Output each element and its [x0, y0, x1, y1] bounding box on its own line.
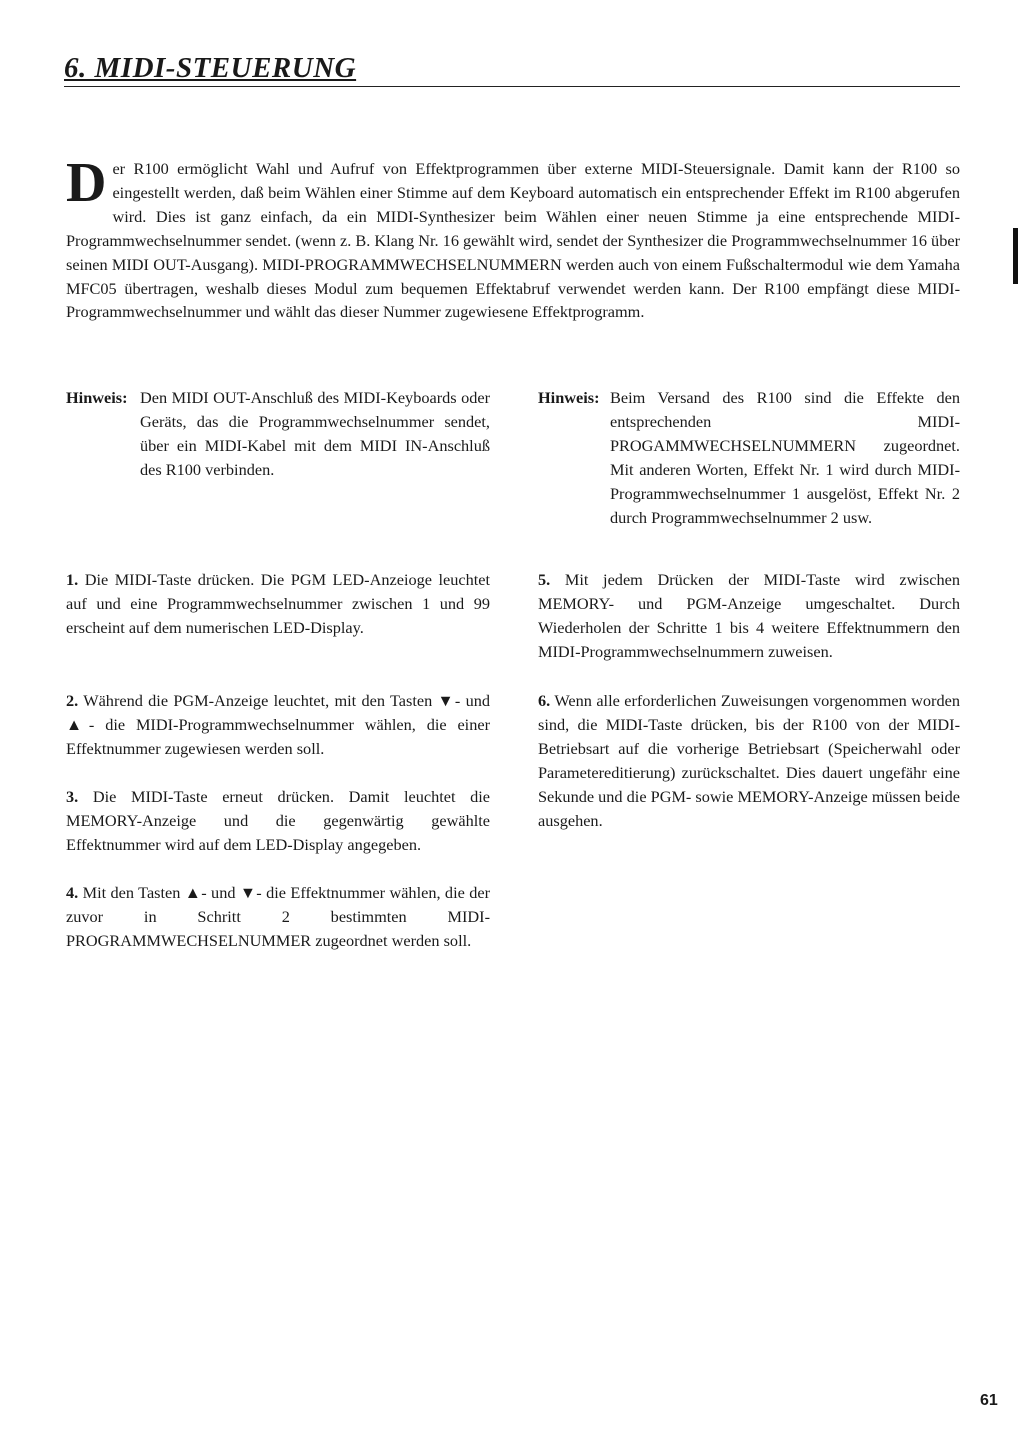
margin-marker — [1013, 228, 1018, 284]
step-5 — [538, 568, 960, 664]
note-text: Beim Versand des R100 sind die Effekte den entsprechenden MIDI-PROGAMMWECHSELNUMMERN zugeordnet. Mit anderen Worten, Effekt Nr. 1 wird durch MIDI-Programmwechselnummer 1 ausgelöst, Effekt Nr. 2 durch Programmwechselnummer 2 usw. — [610, 388, 960, 527]
step-number: 5. — [538, 570, 551, 589]
step-1 — [66, 568, 490, 640]
section-title: 6. MIDI-STEUERUNG — [64, 52, 357, 84]
step-text: Während die PGM-Anzeige leuchtet, mit den Tasten ▼- und ▲- die MIDI-Programmwechselnummer wählen, die einer Effektnummer zugewiesen werden soll. — [66, 691, 490, 758]
step-text: Mit jedem Drücken der MIDI-Taste wird zwischen MEMORY- und PGM-Anzeige umgeschaltet. Durch Wiederholen der Schritte 1 bis 4 weitere Effektnummern den MIDI-Programmwechselnummern zuweisen. — [538, 570, 960, 661]
step-number: 2. — [66, 691, 79, 710]
page-number: 61 — [980, 1392, 998, 1409]
note-label: Hinweis: — [66, 388, 128, 407]
step-4 — [66, 881, 490, 953]
step-number: 4. — [66, 883, 79, 902]
note-text: Den MIDI OUT-Anschluß des MIDI-Keyboards oder Geräts, das die Programmwechselnummer sendet, über ein MIDI-Kabel mit dem MIDI IN-Anschluß des R100 verbinden. — [140, 388, 490, 479]
drop-cap: D — [66, 152, 107, 214]
step-text: Mit den Tasten ▲- und ▼- die Effektnummer wählen, die der zuvor in Schritt 2 bestimmten MIDI-PROGRAMMWECHSELNUMMER zugeordnet werden soll. — [66, 883, 490, 950]
note-label: Hinweis: — [538, 388, 600, 407]
step-6 — [538, 689, 960, 832]
intro-text: er R100 ermöglicht Wahl und Aufruf von Effektprogrammen über externe MIDI-Steuersignale. Damit kann der R100 so eingestellt werden, daß beim Wählen einer Stimme auf dem Keyboard automatisch ein entsprechender Effekt im R100 abgerufen wird. Dies ist ganz einfach, da ein MIDI-Synthesizer beim Wählen einer neuen Stimme ja eine entsprechende MIDI-Programmwechselnummer sendet. (wenn z. B. Klang Nr. 16 gewählt wird, sendet der Synthesizer die Programmwechselnummer 16 über seinen MIDI OUT-Ausgang). MIDI-PROGRAMMWECHSELNUMMERN werden auch von einem Fußschaltermodul wie dem Yamaha MFC05 übertragen, weshalb dieses Modul zum bequemen Effektabruf verwendet werden kann. Der R100 empfängt diese MIDI-Programmwechselnummer und wählt das dieser Nummer zugewiesene Effektprogramm. — [66, 159, 960, 322]
title-rule — [64, 86, 960, 87]
step-text: Die MIDI-Taste erneut drücken. Damit leuchtet die MEMORY-Anzeige und die gegenwärtig gewählte Effektnummer wird auf dem LED-Display angegeben. — [66, 787, 490, 854]
step-number: 3. — [66, 787, 79, 806]
step-text: Die MIDI-Taste drücken. Die PGM LED-Anzeioge leuchtet auf und eine Programmwechselnummer zwischen 1 und 99 erscheint auf dem numerischen LED-Display. — [66, 570, 490, 637]
step-3 — [66, 785, 490, 857]
step-number: 6. — [538, 691, 551, 710]
step-text: Wenn alle erforderlichen Zuweisungen vorgenommen worden sind, die MIDI-Taste drücken, bis der R100 von der MIDI-Betriebsart auf die vorherige Betriebsart (Speicherwahl oder Parametereditierung) zurückschaltet. Dies dauert ungefähr eine Sekunde und die PGM- sowie MEMORY-Anzeige müssen beide ausgehen. — [538, 691, 960, 830]
intro-paragraph — [66, 152, 960, 324]
step-2 — [66, 689, 490, 761]
step-number: 1. — [66, 570, 79, 589]
